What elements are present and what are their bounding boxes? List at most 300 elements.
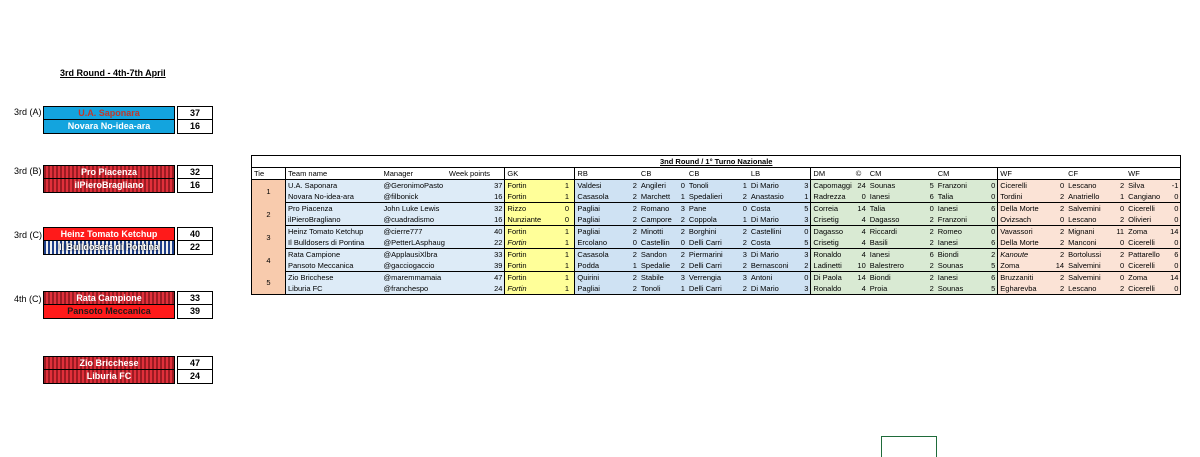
cf-player: Lescano bbox=[1066, 283, 1112, 295]
cm-score: 6 bbox=[988, 272, 998, 284]
week-points: 16 bbox=[447, 214, 505, 226]
wf-player: Cicerelli bbox=[1126, 203, 1168, 215]
gk-score: 1 bbox=[563, 226, 575, 238]
team-name: Heinz Tomato Ketchup bbox=[286, 226, 382, 238]
cb-player: Coppola bbox=[687, 214, 739, 226]
manager: @cuadradismo bbox=[382, 214, 447, 226]
cb-score: 0 bbox=[677, 237, 687, 249]
home-score: 33 bbox=[177, 291, 213, 305]
wf-player: Cangiano bbox=[1126, 191, 1168, 203]
cb-score: 3 bbox=[677, 203, 687, 215]
cm-player: Ianesi bbox=[868, 249, 926, 261]
rb-player: Pagliai bbox=[575, 214, 629, 226]
away-score: 16 bbox=[177, 120, 213, 134]
week-points: 40 bbox=[447, 226, 505, 238]
wf-score: 0 bbox=[1054, 180, 1066, 192]
rb-score: 2 bbox=[629, 249, 639, 261]
cb-score: 1 bbox=[677, 283, 687, 295]
cm-score: 0 bbox=[988, 180, 998, 192]
wf-score: 0 bbox=[1168, 203, 1181, 215]
cb-player: Romano bbox=[639, 203, 677, 215]
gk-score: 1 bbox=[563, 249, 575, 261]
cm-player: Franzoni bbox=[936, 214, 988, 226]
cb-score: 2 bbox=[739, 260, 749, 272]
gk-player: Fortin bbox=[505, 249, 563, 261]
cb-score: 2 bbox=[739, 191, 749, 203]
cb-player: Minotti bbox=[639, 226, 677, 238]
table-row bbox=[252, 237, 1181, 249]
cb-score: 3 bbox=[677, 272, 687, 284]
lb-player: Anastasio bbox=[749, 191, 801, 203]
cb-score: 3 bbox=[739, 272, 749, 284]
wf-score: 14 bbox=[1168, 226, 1181, 238]
dm-player: Ronaldo bbox=[811, 283, 854, 295]
cm-score: 6 bbox=[926, 249, 936, 261]
cm-player: Ianesi bbox=[936, 237, 988, 249]
wf-player: Cicerelli bbox=[1126, 237, 1168, 249]
cb-score: 2 bbox=[739, 283, 749, 295]
team-name: Pro Piacenza bbox=[286, 203, 382, 215]
cm-score: 6 bbox=[988, 203, 998, 215]
away-score: 22 bbox=[177, 241, 213, 255]
gk-score: 0 bbox=[563, 214, 575, 226]
cf-player: Lescano bbox=[1066, 180, 1112, 192]
lb-score: 5 bbox=[801, 203, 811, 215]
gk-player: Rizzo bbox=[505, 203, 563, 215]
wf-score: 2 bbox=[1054, 249, 1066, 261]
header-cf: CF bbox=[1066, 168, 1112, 180]
cf-score: 0 bbox=[1112, 260, 1126, 272]
cb-player: Delli Carri bbox=[687, 283, 739, 295]
week-points: 24 bbox=[447, 283, 505, 295]
match-label: 3rd (B) bbox=[14, 166, 42, 176]
manager: @maremmamaia bbox=[382, 272, 447, 284]
header-cm: CM bbox=[936, 168, 988, 180]
cm-score: 5 bbox=[988, 283, 998, 295]
round-results-table bbox=[251, 155, 1181, 295]
wf-score: 0 bbox=[1054, 214, 1066, 226]
rb-score: 2 bbox=[629, 283, 639, 295]
cm-score: 2 bbox=[926, 237, 936, 249]
home-score: 32 bbox=[177, 165, 213, 179]
header-team: Team name bbox=[286, 168, 382, 180]
rb-score: 2 bbox=[629, 203, 639, 215]
cb-player: Borghini bbox=[687, 226, 739, 238]
gk-score: 1 bbox=[563, 191, 575, 203]
cm-score: 2 bbox=[926, 214, 936, 226]
lb-player: Di Mario bbox=[749, 180, 801, 192]
gk-player: Fortin bbox=[505, 180, 563, 192]
cb-score: 1 bbox=[739, 214, 749, 226]
rb-player: Casasola bbox=[575, 191, 629, 203]
gk-player: Fortin bbox=[505, 226, 563, 238]
rb-score: 2 bbox=[629, 214, 639, 226]
manager: @franchespo bbox=[382, 283, 447, 295]
table-row bbox=[252, 226, 1181, 238]
cb-player: Delli Carri bbox=[687, 260, 739, 272]
wf-score: 14 bbox=[1168, 272, 1181, 284]
wf-score: 6 bbox=[1168, 249, 1181, 261]
home-score: 47 bbox=[177, 356, 213, 370]
lb-score: 3 bbox=[801, 249, 811, 261]
home-team: Pro Piacenza bbox=[43, 165, 175, 179]
cb-score: 2 bbox=[739, 226, 749, 238]
header-wf: WF bbox=[998, 168, 1054, 180]
cm-player: Sounas bbox=[936, 283, 988, 295]
gk-player: Fortin bbox=[505, 283, 563, 295]
wf-score: 0 bbox=[1168, 214, 1181, 226]
lb-player: Di Mario bbox=[749, 214, 801, 226]
cb-player: Verrengia bbox=[687, 272, 739, 284]
table-row bbox=[252, 191, 1181, 203]
header-dm: DM bbox=[811, 168, 854, 180]
cf-score: 0 bbox=[1112, 272, 1126, 284]
dm-player: Ronaldo bbox=[811, 249, 854, 261]
lb-score: 2 bbox=[801, 260, 811, 272]
cm-player: Dagasso bbox=[868, 214, 926, 226]
lb-score: 3 bbox=[801, 180, 811, 192]
cm-player: Talia bbox=[936, 191, 988, 203]
cm-score: 2 bbox=[926, 272, 936, 284]
manager: @gacciogaccio bbox=[382, 260, 447, 272]
wf-player: Cicerelli bbox=[998, 180, 1054, 192]
cm-score: 5 bbox=[988, 260, 998, 272]
wf-player: Zoma bbox=[998, 260, 1054, 272]
away-team: Pansoto Meccanica bbox=[43, 305, 175, 319]
dm-player: Di Paola bbox=[811, 272, 854, 284]
cb-player: Spedalieri bbox=[687, 191, 739, 203]
header-wf: WF bbox=[1126, 168, 1168, 180]
cb-score: 0 bbox=[677, 180, 687, 192]
cb-player: Stabile bbox=[639, 272, 677, 284]
rb-player: Ercolano bbox=[575, 237, 629, 249]
match-card bbox=[43, 356, 213, 384]
match-card bbox=[43, 106, 213, 134]
wf-score: 2 bbox=[1054, 237, 1066, 249]
rb-score: 2 bbox=[629, 191, 639, 203]
dm-score: 24 bbox=[854, 180, 868, 192]
lb-player: Antoni bbox=[749, 272, 801, 284]
cm-score: 2 bbox=[926, 260, 936, 272]
table-row bbox=[252, 214, 1181, 226]
cb-player: Pane bbox=[687, 203, 739, 215]
header-points: Week points bbox=[447, 168, 505, 180]
dm-score: 4 bbox=[854, 214, 868, 226]
week-points: 22 bbox=[447, 237, 505, 249]
lb-score: 0 bbox=[801, 226, 811, 238]
rb-player: Casasola bbox=[575, 249, 629, 261]
week-points: 16 bbox=[447, 191, 505, 203]
header-cb: CB bbox=[639, 168, 677, 180]
cm-player: Balestrero bbox=[868, 260, 926, 272]
lb-score: 1 bbox=[801, 191, 811, 203]
cm-player: Riccardi bbox=[868, 226, 926, 238]
away-score: 39 bbox=[177, 305, 213, 319]
cm-player: Talia bbox=[868, 203, 926, 215]
table-title: 3nd Round / 1° Turno Nazionale bbox=[252, 156, 1181, 168]
wf-player: Egharevba bbox=[998, 283, 1054, 295]
rb-player: Podda bbox=[575, 260, 629, 272]
gk-score: 1 bbox=[563, 272, 575, 284]
header-rb: RB bbox=[575, 168, 629, 180]
table-row bbox=[252, 272, 1181, 284]
cb-player: Delli Carri bbox=[687, 237, 739, 249]
wf-player: Pattarello bbox=[1126, 249, 1168, 261]
dm-player: Crisetig bbox=[811, 237, 854, 249]
match-card bbox=[43, 227, 213, 255]
cb-score: 1 bbox=[739, 180, 749, 192]
rb-player: Valdesi bbox=[575, 180, 629, 192]
cm-player: Basili bbox=[868, 237, 926, 249]
home-team: U.A. Saponara bbox=[43, 106, 175, 120]
cb-player: Castellin bbox=[639, 237, 677, 249]
manager: @GeronimoPasto bbox=[382, 180, 447, 192]
cf-score: 0 bbox=[1112, 203, 1126, 215]
wf-player: Cicerelli bbox=[1126, 283, 1168, 295]
green-frame bbox=[881, 436, 937, 457]
cf-player: Manconi bbox=[1066, 237, 1112, 249]
dm-player: Ladinetti bbox=[811, 260, 854, 272]
cm-player: Biondi bbox=[936, 249, 988, 261]
dm-player: Correia bbox=[811, 203, 854, 215]
away-score: 24 bbox=[177, 370, 213, 384]
cm-player: Sounas bbox=[936, 260, 988, 272]
header-manager: Manager bbox=[382, 168, 447, 180]
wf-player: Silva bbox=[1126, 180, 1168, 192]
away-team: Il Bulldosers di Pontina bbox=[43, 241, 175, 255]
rb-score: 0 bbox=[629, 237, 639, 249]
lb-score: 3 bbox=[801, 283, 811, 295]
week-points: 39 bbox=[447, 260, 505, 272]
cm-player: Biondi bbox=[868, 272, 926, 284]
week-points: 37 bbox=[447, 180, 505, 192]
tie-number: 5 bbox=[252, 272, 286, 295]
match-label: 3rd (C) bbox=[14, 230, 43, 240]
lb-player: Costa bbox=[749, 203, 801, 215]
manager: @filbonick bbox=[382, 191, 447, 203]
cm-score: 6 bbox=[988, 237, 998, 249]
lb-player: Di Mario bbox=[749, 249, 801, 261]
cm-score: 2 bbox=[988, 249, 998, 261]
tie-number: 4 bbox=[252, 249, 286, 272]
wf-score: 2 bbox=[1054, 226, 1066, 238]
match-label: 4th (C) bbox=[14, 294, 42, 304]
wf-player: Kanoute bbox=[998, 249, 1054, 261]
wf-score: 2 bbox=[1054, 191, 1066, 203]
gk-score: 1 bbox=[563, 283, 575, 295]
home-score: 40 bbox=[177, 227, 213, 241]
home-team: Rata Campione bbox=[43, 291, 175, 305]
team-name: Rata Campione bbox=[286, 249, 382, 261]
header-cm: CM bbox=[868, 168, 926, 180]
header-cb: CB bbox=[687, 168, 739, 180]
cb-score: 2 bbox=[739, 237, 749, 249]
cf-player: Mignani bbox=[1066, 226, 1112, 238]
gk-player: Nunziante bbox=[505, 214, 563, 226]
gk-score: 0 bbox=[563, 203, 575, 215]
header-gk: GK bbox=[505, 168, 563, 180]
table-row bbox=[252, 249, 1181, 261]
wf-score: 0 bbox=[1168, 260, 1181, 272]
cf-player: Bortolussi bbox=[1066, 249, 1112, 261]
cf-score: 2 bbox=[1112, 214, 1126, 226]
cm-player: Romeo bbox=[936, 226, 988, 238]
cf-score: 1 bbox=[1112, 191, 1126, 203]
cf-score: 2 bbox=[1112, 283, 1126, 295]
cm-score: 5 bbox=[926, 180, 936, 192]
gk-player: Fortin bbox=[505, 191, 563, 203]
wf-player: Tordini bbox=[998, 191, 1054, 203]
wf-score: 0 bbox=[1168, 283, 1181, 295]
team-name: Pansoto Meccanica bbox=[286, 260, 382, 272]
table-row bbox=[252, 180, 1181, 192]
cf-player: Anatriello bbox=[1066, 191, 1112, 203]
rb-score: 2 bbox=[629, 226, 639, 238]
cb-score: 0 bbox=[739, 203, 749, 215]
manager: John Luke Lewis bbox=[382, 203, 447, 215]
cb-score: 2 bbox=[677, 260, 687, 272]
away-score: 16 bbox=[177, 179, 213, 193]
manager: @PetterLAsphaug bbox=[383, 238, 445, 247]
cb-player: Angileri bbox=[639, 180, 677, 192]
cf-player: Salvemini bbox=[1066, 260, 1112, 272]
wf-score: -1 bbox=[1168, 180, 1181, 192]
match-card bbox=[43, 165, 213, 193]
wf-score: 2 bbox=[1054, 272, 1066, 284]
cb-player: Sandon bbox=[639, 249, 677, 261]
gk-player: Fortin bbox=[505, 272, 563, 284]
dm-score: 4 bbox=[854, 237, 868, 249]
dm-score: 14 bbox=[854, 272, 868, 284]
lb-score: 5 bbox=[801, 237, 811, 249]
rb-player: Pagliai bbox=[575, 203, 629, 215]
cf-score: 0 bbox=[1112, 237, 1126, 249]
team-name: U.A. Saponara bbox=[286, 180, 382, 192]
wf-player: Zoma bbox=[1126, 226, 1168, 238]
away-team: Novara No-idea-ara bbox=[43, 120, 175, 134]
table-row bbox=[252, 260, 1181, 272]
cf-player: Salvemini bbox=[1066, 272, 1112, 284]
gk-player: Fortin bbox=[505, 237, 563, 249]
lb-player: Di Mario bbox=[749, 283, 801, 295]
team-name: ilPieroBragliano bbox=[286, 214, 382, 226]
wf-score: 14 bbox=[1055, 261, 1065, 270]
table-row bbox=[252, 203, 1181, 215]
cm-player: Ianesi bbox=[868, 191, 926, 203]
cf-player: Lescano bbox=[1066, 214, 1112, 226]
cm-score: 0 bbox=[988, 226, 998, 238]
cb-score: 2 bbox=[677, 249, 687, 261]
wf-player: Zoma bbox=[1126, 272, 1168, 284]
cf-score: 11 bbox=[1112, 226, 1126, 238]
wf-player: Ovizsach bbox=[998, 214, 1054, 226]
wf-player: Cicerelli bbox=[1126, 260, 1168, 272]
cb-player: Tonoli bbox=[639, 283, 677, 295]
cm-score: 0 bbox=[988, 214, 998, 226]
header-copy: © bbox=[854, 168, 868, 180]
rb-score: 1 bbox=[629, 260, 639, 272]
rb-player: Pagliai bbox=[575, 226, 629, 238]
dm-score: 4 bbox=[854, 283, 868, 295]
cm-score: 2 bbox=[926, 226, 936, 238]
dm-score: 0 bbox=[854, 191, 868, 203]
dm-score: 4 bbox=[854, 249, 868, 261]
home-team: Heinz Tomato Ketchup bbox=[43, 227, 175, 241]
wf-score: 2 bbox=[1054, 203, 1066, 215]
match-label: 3rd (A) bbox=[14, 107, 42, 117]
cm-player: Proia bbox=[868, 283, 926, 295]
gk-score: 1 bbox=[563, 237, 575, 249]
wf-player: Della Morte bbox=[998, 237, 1054, 249]
cm-score: 0 bbox=[926, 203, 936, 215]
rb-score: 2 bbox=[629, 272, 639, 284]
dm-player: Crisetig bbox=[811, 214, 854, 226]
away-team: Liburia FC bbox=[43, 370, 175, 384]
wf-player: Vavassori bbox=[998, 226, 1054, 238]
cb-player: Spedalie bbox=[639, 260, 677, 272]
cm-score: 0 bbox=[988, 191, 998, 203]
wf-score: 0 bbox=[1168, 237, 1181, 249]
dm-score: 14 bbox=[854, 203, 868, 215]
dm-player: Radrezza bbox=[811, 191, 854, 203]
away-team: ilPieroBragliano bbox=[43, 179, 175, 193]
cm-player: Franzoni bbox=[936, 180, 988, 192]
team-name: Liburia FC bbox=[286, 283, 382, 295]
rb-player: Pagliai bbox=[575, 283, 629, 295]
header-tie: Tie bbox=[252, 168, 286, 180]
cm-score: 6 bbox=[926, 191, 936, 203]
rb-score: 2 bbox=[629, 180, 639, 192]
tie-number: 3 bbox=[252, 226, 286, 249]
dm-score: 10 bbox=[854, 260, 868, 272]
header-lb: LB bbox=[749, 168, 801, 180]
cb-score: 2 bbox=[677, 214, 687, 226]
dm-score: 4 bbox=[854, 226, 868, 238]
cb-player: Campore bbox=[639, 214, 677, 226]
cm-player: Ianesi bbox=[936, 203, 988, 215]
team-name: Zio Bricchese bbox=[286, 272, 382, 284]
cb-score: 3 bbox=[739, 249, 749, 261]
gk-player: Fortin bbox=[505, 260, 563, 272]
cb-player: Piermarini bbox=[687, 249, 739, 261]
wf-player: Bruzzaniti bbox=[998, 272, 1054, 284]
team-name: Il Bulldosers di Pontina bbox=[286, 237, 382, 249]
cf-player: Salvemini bbox=[1066, 203, 1112, 215]
lb-score: 0 bbox=[801, 272, 811, 284]
cb-player: Marchett bbox=[639, 191, 677, 203]
home-team: Zio Bricchese bbox=[43, 356, 175, 370]
week-points: 47 bbox=[447, 272, 505, 284]
cm-player: Ianesi bbox=[936, 272, 988, 284]
lb-score: 3 bbox=[801, 214, 811, 226]
lb-player: Bernasconi bbox=[749, 260, 801, 272]
dm-player: Capomaggi bbox=[811, 180, 854, 192]
home-score: 37 bbox=[177, 106, 213, 120]
cm-score: 2 bbox=[926, 283, 936, 295]
rb-player: Quirini bbox=[575, 272, 629, 284]
lb-player: Costa bbox=[749, 237, 801, 249]
wf-score: 2 bbox=[1054, 283, 1066, 295]
round-title: 3rd Round - 4th-7th April bbox=[60, 68, 166, 78]
tie-number: 1 bbox=[252, 180, 286, 203]
week-points: 33 bbox=[447, 249, 505, 261]
week-points: 32 bbox=[447, 203, 505, 215]
dm-player: Dagasso bbox=[811, 226, 854, 238]
gk-score: 1 bbox=[563, 260, 575, 272]
wf-player: Olivieri bbox=[1126, 214, 1168, 226]
wf-player: Della Morte bbox=[998, 203, 1054, 215]
cb-score: 1 bbox=[677, 191, 687, 203]
